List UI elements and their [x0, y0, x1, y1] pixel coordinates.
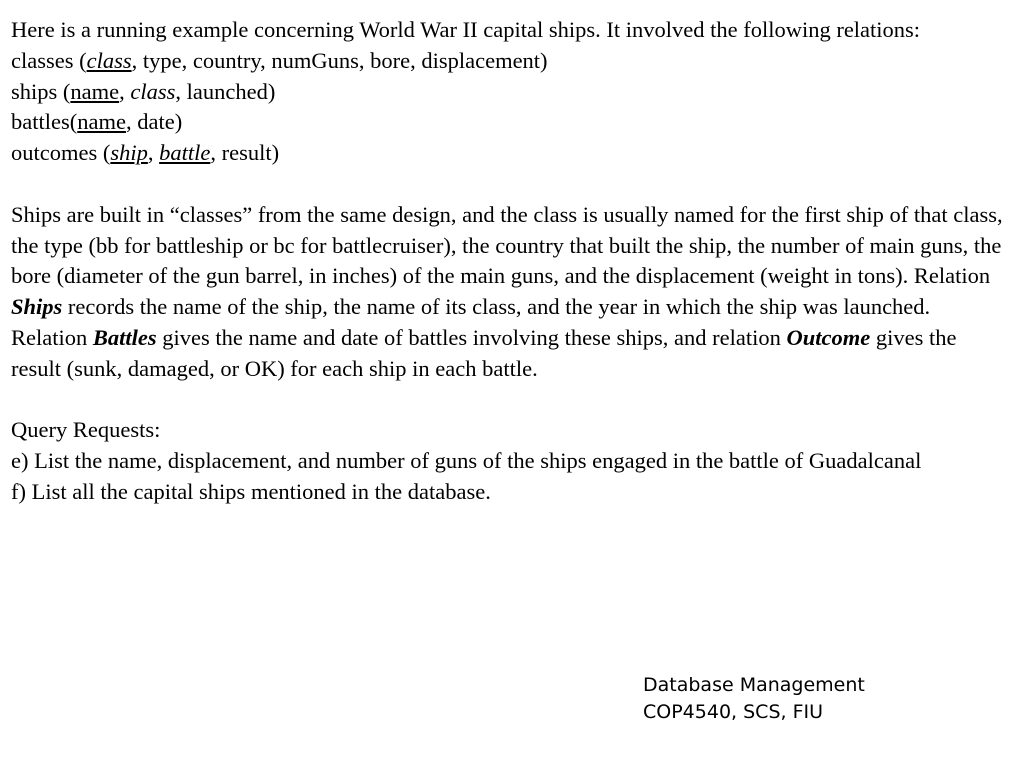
footer-course-code: COP4540, SCS, FIU [643, 701, 824, 723]
query-e: e) List the name, displacement, and number of guns of the ships engaged in the battle of Guadalcanal [11, 448, 922, 474]
relation-classes: classes (class, type, country, numGuns, bore, displacement) [11, 47, 548, 73]
query-heading: Query Requests: [11, 417, 161, 443]
paragraph-gap [11, 169, 1011, 200]
term-outcome: Outcome [786, 324, 871, 350]
relation-name: classes [11, 47, 74, 73]
relation-battles: battles(name, date) [11, 109, 183, 135]
slide-footer [643, 672, 865, 726]
term-ships: Ships [11, 294, 63, 320]
query-f: f) List all the capital ships mentioned in the database. [11, 478, 491, 504]
intro-paragraph: Here is a running example concerning World War II capital ships. It involved the following relations: [11, 17, 921, 42]
relation-ships: ships (name, class, launched) [11, 78, 276, 104]
primary-key-ship: ship [110, 140, 148, 166]
primary-key-name: name [70, 78, 120, 104]
paragraph-gap [11, 385, 1011, 416]
primary-key-class: class [86, 47, 132, 73]
relation-outcomes: outcomes (ship, battle, result) [11, 140, 280, 166]
primary-key-battle: battle [159, 140, 211, 166]
term-battles: Battles [92, 324, 157, 350]
primary-key-name: name [77, 109, 126, 135]
relation-name: outcomes [11, 140, 98, 166]
description-paragraph: Ships are built in “classes” from the same design, and the class is usually named for the first ship of that class, the type (bb for battleship or bc for battlecruiser), the country that built the ship, the number of main guns, the bore (diameter of the gun barrel, in inches) of the main guns, and the displacement (weight in tons). Relation Ships records the name of the ship, the name of its class, and the year in which the ship was launched. Relation Battles gives the name and date of battles involving these ships, and relation Outcome gives the result (sunk, damaged, or OK) for each ship in each battle. [11, 201, 1003, 381]
relation-name: ships [11, 78, 58, 104]
foreign-key-class: class [130, 78, 176, 104]
slide-body [11, 15, 1011, 508]
footer-course-title: Database Management [643, 674, 865, 696]
relation-name: battles [11, 109, 70, 135]
